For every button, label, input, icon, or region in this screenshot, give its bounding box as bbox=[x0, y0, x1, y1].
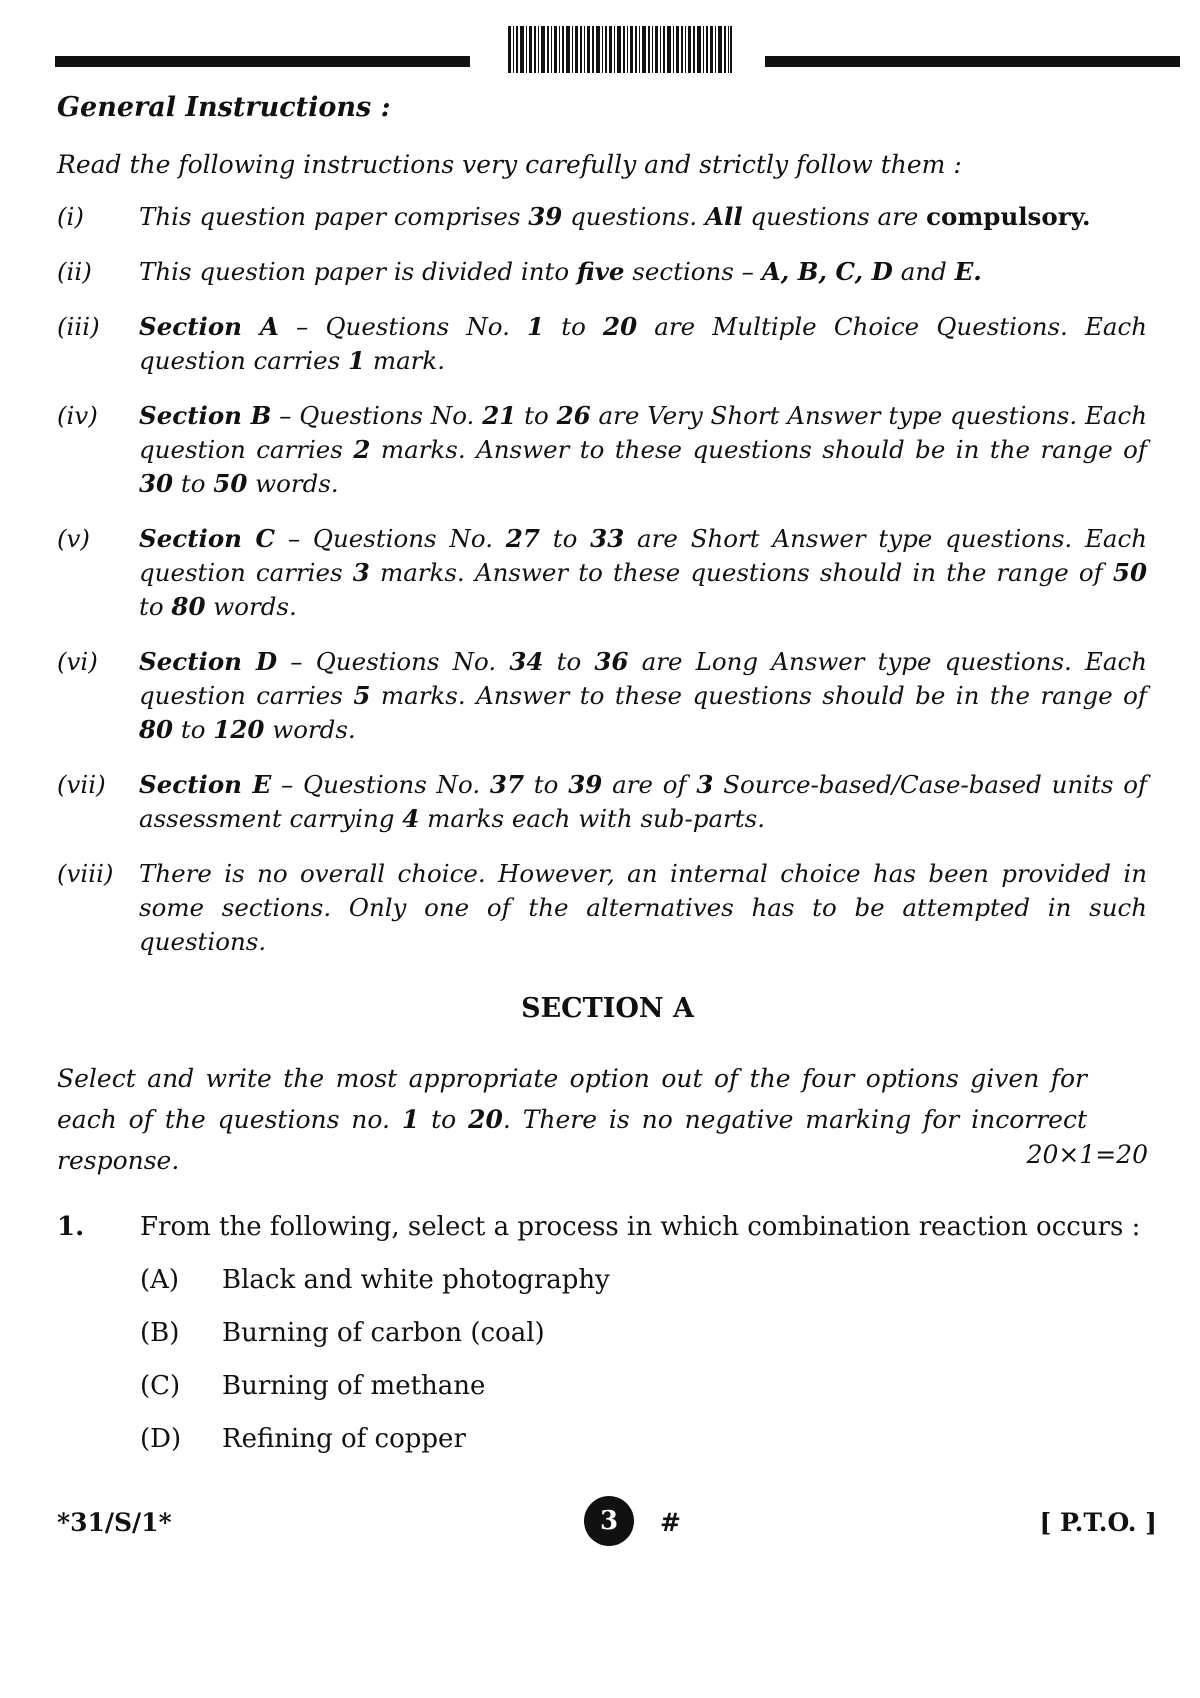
question-number: 1. bbox=[57, 1212, 85, 1242]
question-text: From the following, select a process in which combination reaction occurs : bbox=[140, 1212, 1141, 1242]
instruction-number: (vii) bbox=[57, 770, 106, 799]
instruction-text: There is no overall choice. However, an internal choice has been provided in some sections. Only one of the alternatives has to be attempted in such questions. bbox=[139, 859, 1147, 956]
instruction-text: Section E – Questions No. 37 to 39 are of 3 Source-based/Case-based units of assessment carrying 4 marks each with sub-parts. bbox=[139, 770, 1148, 833]
option-d bbox=[140, 1424, 466, 1454]
option-label: (D) bbox=[140, 1424, 182, 1454]
pto-label: [ P.T.O. ] bbox=[1039, 1508, 1157, 1537]
section-heading: SECTION A bbox=[521, 993, 694, 1024]
instruction-number: (iii) bbox=[57, 312, 100, 341]
option-b bbox=[140, 1318, 545, 1348]
page-number: 3 bbox=[599, 1506, 619, 1536]
instruction-number: (viii) bbox=[57, 859, 114, 888]
section-marks: 20×1=20 bbox=[1026, 1140, 1148, 1169]
instruction-text: Section C – Questions No. 27 to 33 are Short Answer type questions. Each question carries 3 marks. Answer to these questions should in the range of 50 to 80 words. bbox=[139, 524, 1148, 621]
page-number-badge bbox=[584, 1496, 634, 1546]
option-c bbox=[140, 1371, 485, 1401]
header-bar-left bbox=[55, 56, 470, 67]
instruction-text: Section D – Questions No. 34 to 36 are Long Answer type questions. Each question carries 5 marks. Answer to these questions should be in the range of 80 to 120 words. bbox=[139, 647, 1148, 744]
option-text: Burning of carbon (coal) bbox=[222, 1318, 545, 1348]
option-label: (A) bbox=[140, 1265, 180, 1295]
instruction-item bbox=[57, 768, 1147, 836]
general-instructions-intro: Read the following instructions very carefully and strictly follow them : bbox=[57, 150, 962, 179]
instruction-text: Section B – Questions No. 21 to 26 are Very Short Answer type questions. Each question carries 2 marks. Answer to these questions should be in the range of 30 to 50 words. bbox=[139, 401, 1148, 498]
general-instructions-title: General Instructions : bbox=[57, 92, 391, 123]
instruction-item bbox=[57, 857, 1147, 959]
instruction-text: Section A – Questions No. 1 to 20 are Multiple Choice Questions. Each question carries 1 mark. bbox=[139, 312, 1147, 375]
instruction-item bbox=[57, 522, 1147, 624]
instruction-text: This question paper comprises 39 questions. All questions are compulsory. bbox=[139, 202, 1091, 231]
instruction-item bbox=[57, 255, 1147, 289]
instruction-number: (iv) bbox=[57, 401, 98, 430]
instruction-item bbox=[57, 399, 1147, 501]
instruction-item bbox=[57, 645, 1147, 747]
instruction-number: (ii) bbox=[57, 257, 92, 286]
barcode-icon bbox=[508, 26, 732, 73]
section-instruction: Select and write the most appropriate option out of the four options given for each of the questions no. 1 to 20. There is no negative marking for incorrect response. bbox=[57, 1064, 1087, 1175]
option-text: Burning of methane bbox=[222, 1371, 486, 1401]
instruction-number: (vi) bbox=[57, 647, 98, 676]
option-label: (B) bbox=[140, 1318, 180, 1348]
option-text: Refining of copper bbox=[222, 1424, 466, 1454]
option-a bbox=[140, 1265, 610, 1295]
option-label: (C) bbox=[140, 1371, 181, 1401]
header-bar-right bbox=[765, 56, 1180, 67]
option-text: Black and white photography bbox=[222, 1265, 610, 1295]
instruction-item bbox=[57, 310, 1147, 378]
instruction-number: (v) bbox=[57, 524, 90, 553]
instruction-item bbox=[57, 200, 1147, 234]
instruction-number: (i) bbox=[57, 202, 84, 231]
instruction-list bbox=[57, 200, 1147, 980]
paper-code: *31/S/1* bbox=[57, 1508, 172, 1537]
hash-mark: # bbox=[660, 1508, 681, 1537]
instruction-text: This question paper is divided into five sections – A, B, C, D and E. bbox=[139, 257, 982, 286]
